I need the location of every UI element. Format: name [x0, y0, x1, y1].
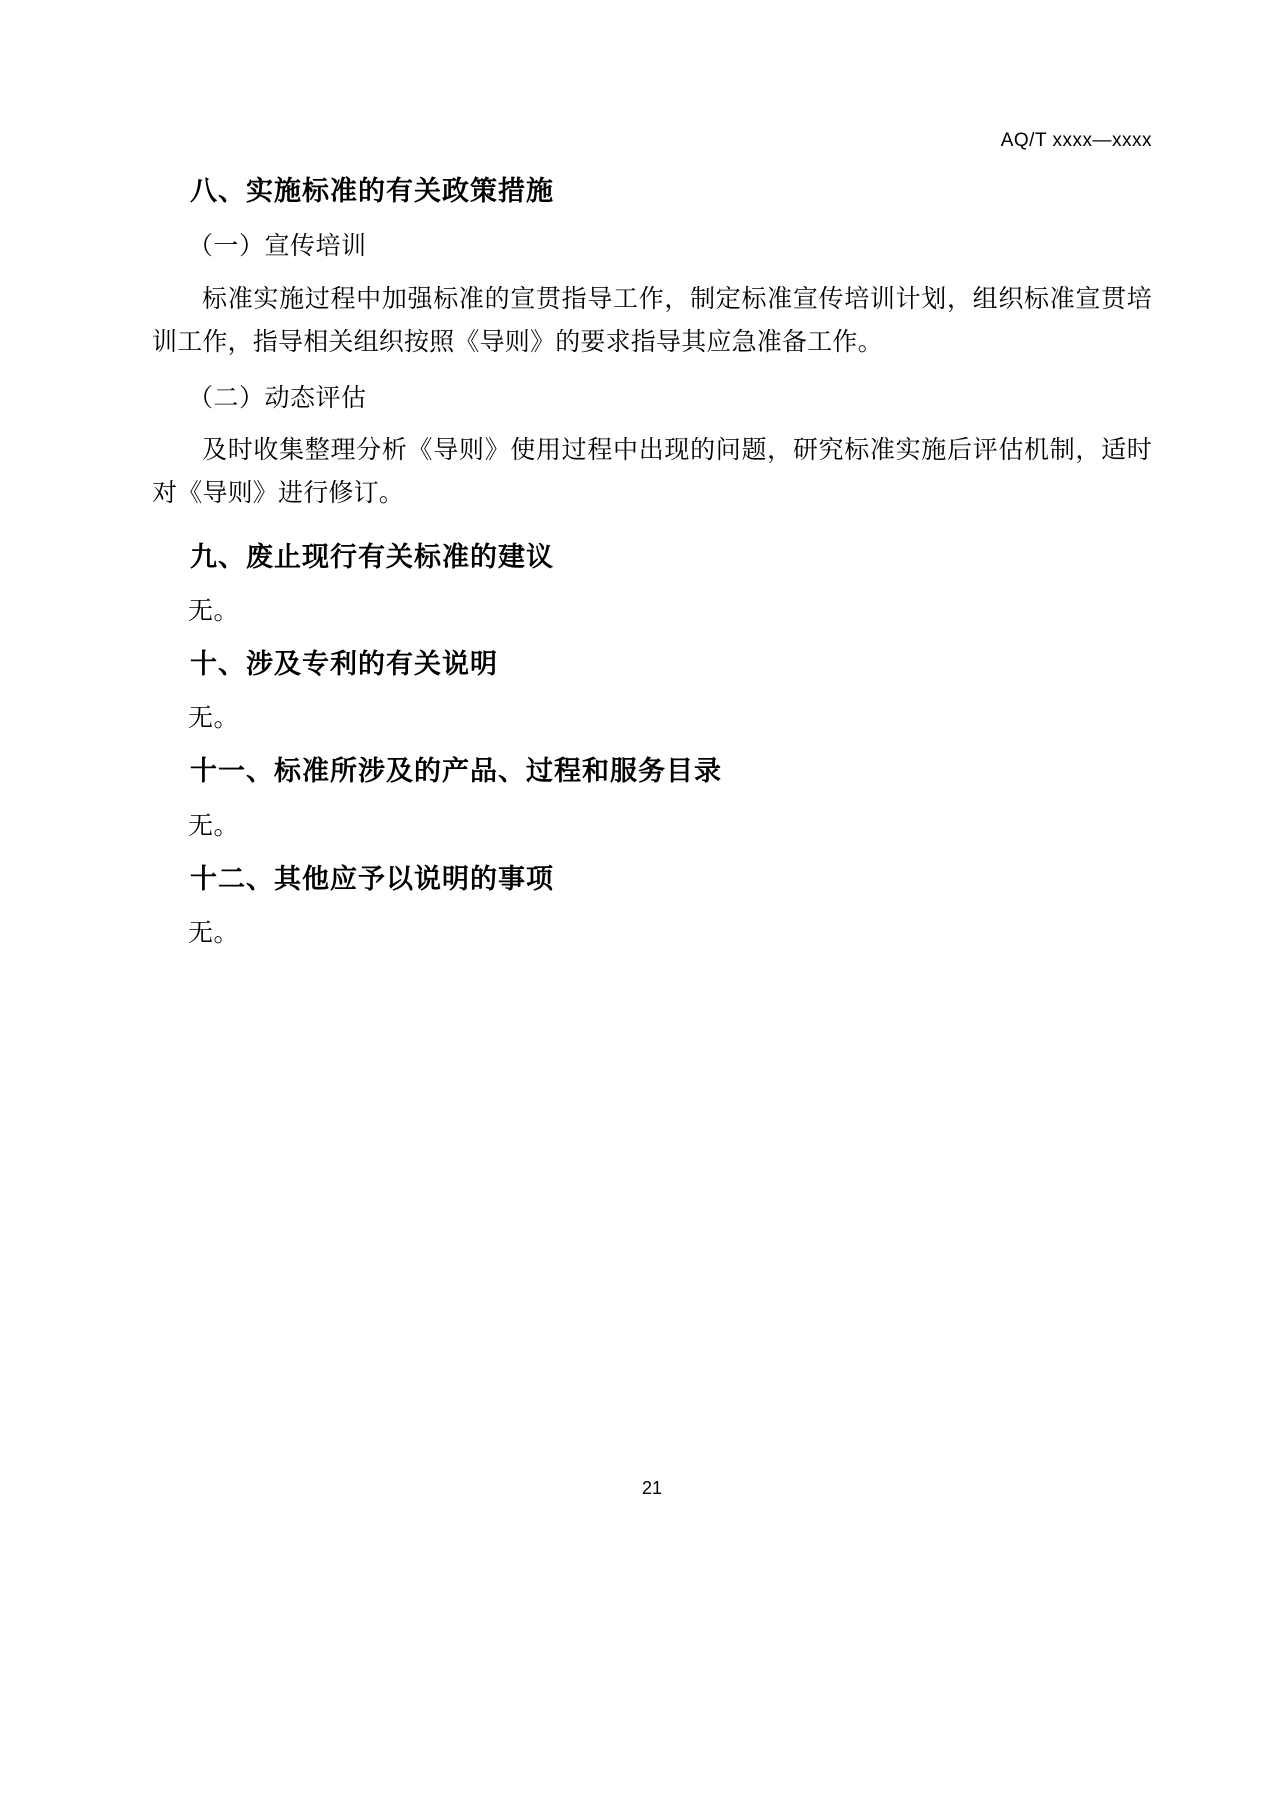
subsection-label-8-1: （一）宣传培训	[188, 231, 367, 261]
spacer	[152, 631, 1152, 645]
document-body	[152, 172, 1152, 953]
section-heading-10: 十、涉及专利的有关说明	[190, 649, 498, 681]
section-heading-9: 九、废止现行有关标准的建议	[190, 542, 554, 574]
section-heading-8: 八、实施标准的有关政策措施	[190, 176, 554, 207]
section-heading-12: 十二、其他应予以说明的事项	[190, 863, 554, 895]
spacer	[152, 738, 1152, 752]
page-content	[152, 0, 1152, 1810]
section-heading-11: 十一、标准所涉及的产品、过程和服务目录	[190, 756, 722, 788]
subsection-paragraph-8-2: 及时收集整理分析《导则》使用过程中出现的问题，研究标准实施后评估机制，适时对《导则》进行修订。	[152, 435, 1152, 508]
subsection-paragraph-8-1: 标准实施过程中加强标准的宣贯指导工作，制定标准宣传培训计划，组织标准宣贯培训工作，指导相关组织按照《导则》的要求指导其应急准备工作。	[152, 283, 1152, 356]
document-header-code: AQ/T xxxx—xxxx	[1000, 130, 1152, 151]
subsection-label-8-2: （二）动态评估	[188, 382, 367, 412]
section-body-10: 无。	[188, 703, 240, 733]
spacer	[152, 514, 1152, 538]
section-body-9: 无。	[188, 596, 240, 626]
section-body-12: 无。	[188, 917, 240, 947]
section-body-11: 无。	[188, 810, 240, 840]
spacer	[152, 846, 1152, 860]
page-number: 21	[641, 1478, 663, 1498]
